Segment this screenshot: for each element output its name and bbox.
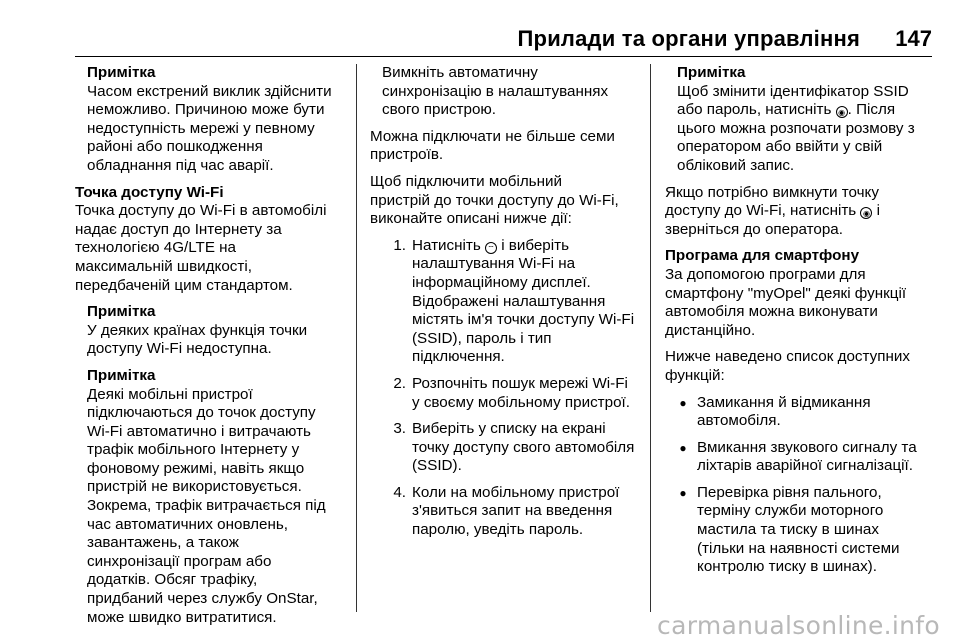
bullet-icon: ● bbox=[679, 485, 687, 500]
list-item bbox=[665, 439, 937, 476]
note-wifi-unavailable bbox=[75, 303, 347, 359]
note-text: Деякі мобільні пристрої підключаються до точок доступу Wi-Fi автоматично і витрачають трафік мобільного Інтернету у фоновому режимі, навіть якщо пристрій не використовується. Зокрема, трафік витрачається під час автоматичних оновлень, завантажень, а також синхронізації програм або додатків. Обсяг трафіку, придбаний через службу OnStar, може швидко витратитися. bbox=[87, 385, 326, 626]
bullet-text: Замикання й відмикання автомобіля. bbox=[697, 393, 871, 430]
note-title: Примітка bbox=[677, 64, 746, 81]
note-title: Примітка bbox=[87, 303, 156, 321]
note-emergency-call bbox=[75, 64, 347, 176]
note-change-ssid bbox=[665, 64, 937, 176]
step-text: Коли на мобільному пристрої з'явиться запит на введення паролю, уведіть пароль. bbox=[412, 483, 620, 539]
note-text-pre: Щоб змінити ідентифікатор SSID або пароль, натисніть bbox=[677, 82, 909, 119]
header-divider bbox=[75, 56, 932, 57]
section-title-smartphone-app: Програма для смартфону bbox=[665, 247, 860, 265]
note-text: Вимкніть автоматичну синхронізацію в налаштуваннях свого пристрою. bbox=[382, 64, 609, 119]
section-text-wifi: Точка доступу до Wi-Fi в автомобілі надає доступ до Інтернету за технологією 4G/LTE на максимальній швидкості, передбаченій цим стандартом. bbox=[75, 202, 327, 294]
step-number: 2. bbox=[393, 374, 406, 392]
page-title: Прилади та органи управління bbox=[517, 26, 860, 51]
step-text: Виберіть у списку на екрані точку доступу свого автомобіля (SSID). bbox=[412, 420, 635, 475]
list-item bbox=[665, 394, 937, 431]
note-continuation bbox=[370, 64, 642, 120]
column-divider-2 bbox=[650, 64, 651, 612]
section-text-smartphone-app: За допомогою програми для смартфону "myOpel" деякі функції автомобіля можна виконувати дистанційно. bbox=[665, 265, 907, 339]
page-header bbox=[0, 0, 960, 56]
step-text bbox=[412, 237, 642, 367]
column-divider-1 bbox=[356, 64, 357, 612]
step-text-post: і виберіть налаштування Wi-Fi на інформаційному дисплеї. Відображені налаштування містять ім'я точки доступу Wi-Fi (SSID), пароль і тип підключення. bbox=[412, 236, 635, 366]
column-1 bbox=[75, 64, 347, 635]
paragraph-functions-intro: Нижче наведено список доступних функцій: bbox=[665, 348, 910, 384]
connect-steps-list bbox=[370, 237, 642, 540]
bullet-icon: ● bbox=[679, 440, 687, 455]
note-title: Примітка bbox=[87, 64, 156, 81]
onstar-button-icon: ◉ bbox=[860, 207, 872, 219]
list-item bbox=[370, 484, 642, 540]
section-title-wifi: Точка доступу Wi-Fi bbox=[75, 183, 224, 201]
page-number: 147 bbox=[895, 26, 932, 51]
step-text-pre: Натисніть bbox=[412, 236, 485, 254]
note-text: У деяких країнах функція точки доступу Wi-Fi недоступна. bbox=[87, 321, 308, 358]
note-text: Часом екстрений виклик здійснити неможливо. Причиною може бути недоступність мережі у певному районі або пошкодження обладнання під час аварії. bbox=[87, 82, 332, 174]
watermark: carmanualsonline.info bbox=[657, 611, 940, 640]
paragraph-device-limit: Можна підключати не більше семи пристроїв. bbox=[370, 127, 615, 164]
column-2 bbox=[370, 64, 642, 548]
step-number: 1. bbox=[393, 236, 406, 254]
paragraph-text-pre: Якщо потрібно вимкнути точку доступу до Wi-Fi, натисніть bbox=[665, 183, 879, 220]
paragraph-connect-intro: Щоб підключити мобільний пристрій до точки доступу до Wi-Fi, виконайте описані нижче дії: bbox=[370, 172, 619, 228]
list-item bbox=[665, 484, 937, 577]
note-title: Примітка bbox=[87, 366, 156, 384]
step-number: 3. bbox=[393, 420, 406, 438]
list-item bbox=[370, 420, 642, 476]
note-mobile-data bbox=[75, 367, 347, 627]
note-text bbox=[677, 83, 937, 176]
list-item bbox=[370, 237, 642, 367]
step-text: Розпочніть пошук мережі Wi-Fi у своєму мобільному пристрої. bbox=[412, 374, 630, 411]
column-3 bbox=[665, 64, 937, 585]
paragraph-disable-hotspot bbox=[665, 184, 937, 240]
bullet-icon: ● bbox=[679, 395, 687, 410]
onstar-button-icon: ◉ bbox=[836, 106, 848, 118]
bullet-text: Вмикання звукового сигналу та ліхтарів аварійної сигналізації. bbox=[697, 438, 917, 475]
paragraph-text-post: і зверніться до оператора. bbox=[665, 202, 881, 238]
list-item bbox=[370, 375, 642, 412]
bullet-text: Перевірка рівня пального, терміну служби моторного мастила та тиску в шинах (тільки на наявності системи контролю тиску в шинах). bbox=[697, 483, 900, 576]
note-text-post: . Після цього можна розпочати розмову з оператором або ввійти у свій обліковий запис. bbox=[677, 101, 915, 174]
step-number: 4. bbox=[393, 483, 406, 501]
wifi-button-icon: ⌔ bbox=[485, 242, 497, 254]
functions-list bbox=[665, 394, 937, 577]
